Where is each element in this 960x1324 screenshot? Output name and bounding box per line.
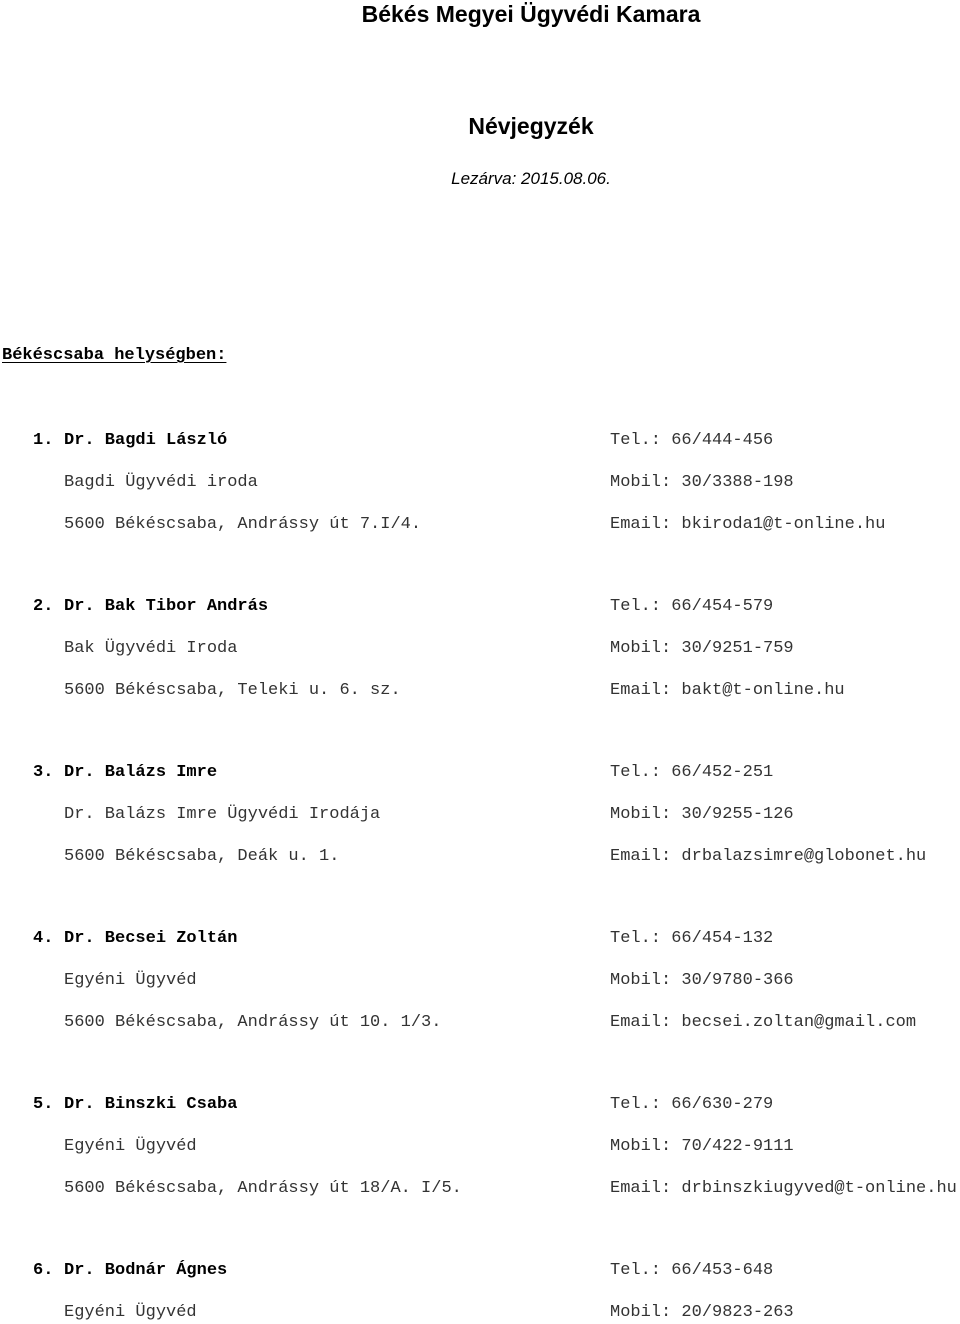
lawyer-name: Dr. Binszki Csaba: [64, 1095, 238, 1114]
phone: Tel.: 66/444-456: [610, 431, 774, 450]
entry-number: 6.: [33, 1261, 54, 1280]
mobile: Mobil: 30/9780-366: [610, 971, 794, 990]
document-title: Békés Megyei Ügyvédi Kamara: [361, 1, 701, 27]
email: Email: drbalazsimre@globonet.hu: [610, 847, 927, 866]
email: Email: bakt@t-online.hu: [610, 681, 845, 700]
address: 5600 Békéscsaba, Andrássy út 7.I/4.: [64, 515, 422, 534]
lawyer-name: Dr. Bagdi László: [64, 431, 228, 450]
firm-name: Bagdi Ügyvédi iroda: [64, 473, 258, 492]
lawyer-entry-1: [0, 430, 960, 570]
section-heading: Békéscsaba helységben:: [2, 346, 227, 365]
entry-number: 5.: [33, 1095, 54, 1114]
lawyer-entry-3: [0, 762, 960, 902]
lawyer-entry-2: [0, 596, 960, 736]
phone: Tel.: 66/454-579: [610, 597, 774, 616]
firm-name: Egyéni Ügyvéd: [64, 1303, 197, 1322]
phone: Tel.: 66/452-251: [610, 763, 774, 782]
closing-date: Lezárva: 2015.08.06.: [451, 169, 611, 188]
address: 5600 Békéscsaba, Andrássy út 18/A. I/5.: [64, 1179, 462, 1198]
firm-name: Egyéni Ügyvéd: [64, 971, 197, 990]
phone: Tel.: 66/630-279: [610, 1095, 774, 1114]
mobile: Mobil: 30/9255-126: [610, 805, 794, 824]
email: Email: bkiroda1@t-online.hu: [610, 515, 886, 534]
phone: Tel.: 66/454-132: [610, 929, 774, 948]
mobile: Mobil: 30/9251-759: [610, 639, 794, 658]
lawyer-name: Dr. Becsei Zoltán: [64, 929, 238, 948]
lawyer-entry-4: [0, 928, 960, 1068]
firm-name: Dr. Balázs Imre Ügyvédi Irodája: [64, 805, 381, 824]
entry-number: 1.: [33, 431, 54, 450]
lawyer-name: Dr. Bodnár Ágnes: [64, 1261, 228, 1280]
firm-name: Egyéni Ügyvéd: [64, 1137, 197, 1156]
phone: Tel.: 66/453-648: [610, 1261, 774, 1280]
lawyer-entry-6: [0, 1260, 960, 1323]
mobile: Mobil: 70/422-9111: [610, 1137, 794, 1156]
entry-number: 4.: [33, 929, 54, 948]
lawyer-name: Dr. Balázs Imre: [64, 763, 218, 782]
mobile: Mobil: 20/9823-263: [610, 1303, 794, 1322]
firm-name: Bak Ügyvédi Iroda: [64, 639, 238, 658]
lawyer-name: Dr. Bak Tibor András: [64, 597, 269, 616]
entry-number: 2.: [33, 597, 54, 616]
address: 5600 Békéscsaba, Teleki u. 6. sz.: [64, 681, 401, 700]
mobile: Mobil: 30/3388-198: [610, 473, 794, 492]
lawyer-entry-5: [0, 1094, 960, 1234]
email: Email: drbinszkiugyved@t-online.hu: [610, 1179, 957, 1198]
document-subtitle: Névjegyzék: [468, 113, 594, 139]
email: Email: becsei.zoltan@gmail.com: [610, 1013, 917, 1032]
entry-number: 3.: [33, 763, 54, 782]
address: 5600 Békéscsaba, Andrássy út 10. 1/3.: [64, 1013, 442, 1032]
address: 5600 Békéscsaba, Deák u. 1.: [64, 847, 340, 866]
